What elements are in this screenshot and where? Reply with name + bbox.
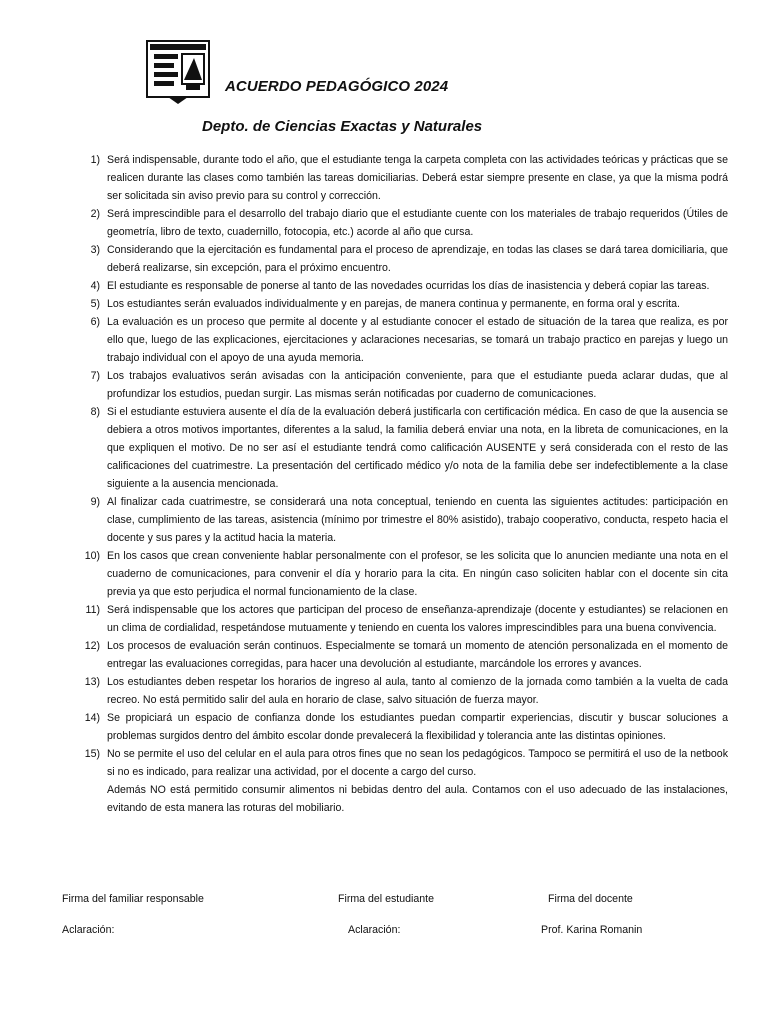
signature-teacher-label: Firma del docente	[548, 893, 633, 905]
item-number: 12)	[84, 640, 100, 652]
list-item	[80, 277, 728, 295]
school-crest-icon	[146, 40, 210, 106]
list-item	[80, 313, 728, 367]
item-number: 15)	[84, 748, 100, 760]
list-item	[80, 403, 728, 493]
item-text: Los estudiantes serán evaluados individualmente y en parejas, de manera continua y permanente, en forma oral y escrita.	[107, 298, 680, 310]
item-number: 5)	[90, 298, 100, 310]
item-text: Al finalizar cada cuatrimestre, se considerará una nota conceptual, teniendo en cuenta las siguientes actitudes: participación en clase, cumplimiento de las tareas, asistencia (mínimo por trimestre el 80% asistido), trabajo cooperativo, conducta, respeto hacia el docente y sus pares y la actitud hacia la materia.	[107, 496, 728, 544]
list-item	[80, 493, 728, 547]
teacher-name: Prof. Karina Romanin	[541, 924, 643, 936]
item-number: 14)	[84, 712, 100, 724]
list-item	[80, 673, 728, 709]
document-title: ACUERDO PEDAGÓGICO 2024	[225, 78, 449, 95]
agreement-list	[80, 151, 728, 817]
item-number: 1)	[90, 154, 100, 166]
item-extra-text: Además NO está permitido consumir alimentos ni bebidas dentro del aula. Contamos con el uso adecuado de las instalaciones, evitando de esta manera las roturas del mobiliario.	[107, 784, 728, 814]
item-text: Los procesos de evaluación serán continuos. Especialmente se tomará un momento de atención personalizada en el momento de entregar las evaluaciones corregidas, para hacer una devolución al estudiante, marcándole los errores y avances.	[107, 640, 728, 670]
item-text: Los estudiantes deben respetar los horarios de ingreso al aula, tanto al comienzo de la jornada como también a la vuelta de cada recreo. No está permitido salir del aula en horario de clase, salvo situación de fuerza mayor.	[107, 676, 728, 706]
list-item	[80, 151, 728, 205]
list-item	[80, 241, 728, 277]
signature-student-label: Firma del estudiante	[338, 893, 434, 905]
list-item	[80, 367, 728, 403]
list-item	[80, 601, 728, 637]
item-number: 4)	[90, 280, 100, 292]
list-item	[80, 547, 728, 601]
item-number: 10)	[84, 550, 100, 562]
item-number: 9)	[90, 496, 100, 508]
item-number: 7)	[90, 370, 100, 382]
clarification-student-label: Aclaración:	[348, 924, 401, 936]
list-item	[80, 745, 728, 817]
signature-family-label: Firma del familiar responsable	[62, 893, 204, 905]
clarification-family-label: Aclaración:	[62, 924, 115, 936]
item-text: Considerando que la ejercitación es fundamental para el proceso de aprendizaje, en todas las clases se dará tarea domiciliaria, que deberá realizarse, sin excepción, para el próximo encuentro.	[107, 244, 728, 274]
list-item	[80, 637, 728, 673]
item-text: No se permite el uso del celular en el aula para otros fines que no sean los pedagógicos. Tampoco se permitirá el uso de la netbook si no es indicado, para realizar una actividad, por el docente a cargo del curso.	[107, 748, 728, 778]
item-text: La evaluación es un proceso que permite al docente y al estudiante conocer el estado de situación de la tarea que realiza, es por ello que, luego de las explicaciones, ejercitaciones y aclaraciones necesarias, se tomará un trabajo practico en parejas y luego un trabajo individual con el apoyo de una ayuda memoria.	[107, 316, 728, 364]
item-number: 13)	[84, 676, 100, 688]
department-subtitle: Depto. de Ciencias Exactas y Naturales	[202, 118, 483, 135]
list-item	[80, 709, 728, 745]
list-item	[80, 205, 728, 241]
item-number: 2)	[90, 208, 100, 220]
item-text: Será indispensable que los actores que participan del proceso de enseñanza-aprendizaje (docente y estudiantes) se relacionen en un clima de cordialidad, respetándose mutuamente y teniendo en cuenta los valores imprescindibles para una buena convivencia.	[107, 604, 728, 634]
item-text: Será indispensable, durante todo el año, que el estudiante tenga la carpeta completa con las actividades teóricas y prácticas que se realicen durante las clases como también las tareas domiciliarias. Deberá estar siempre presente en clase, ya que la misma podrá ser solicitada sin aviso previo para su control y corrección.	[107, 154, 728, 202]
item-text: El estudiante es responsable de ponerse al tanto de las novedades ocurridas los días de inasistencia y deberá copiar las tareas.	[107, 280, 710, 292]
item-text: Será imprescindible para el desarrollo del trabajo diario que el estudiante cuente con los materiales de trabajo requeridos (Útiles de geometría, libro de texto, cuadernillo, fotocopia, etc.) acorde al año que cursa.	[107, 208, 728, 238]
item-text: En los casos que crean conveniente hablar personalmente con el profesor, se les solicita que lo anuncien mediante una nota en el cuaderno de comunicaciones, para convenir el día y horario para la cita. En ningún caso soliciten hablar con el docente sin cita previa ya que esto perjudica el normal funcionamiento de la clase.	[107, 550, 728, 598]
item-number: 8)	[90, 406, 100, 418]
item-text: Se propiciará un espacio de confianza donde los estudiantes puedan compartir experiencias, discutir y buscar soluciones a problemas surgidos dentro del ámbito escolar donde prevalecerá la flexibilidad y tolerancia ante las distintas opiniones.	[107, 712, 728, 742]
item-number: 11)	[85, 604, 100, 616]
item-number: 6)	[90, 316, 100, 328]
item-number: 3)	[90, 244, 100, 256]
item-text: Los trabajos evaluativos serán avisadas con la anticipación conveniente, para que el estudiante pueda aclarar dudas, que al profundizar los estudios, puedan surgir. Las mismas serán notificadas por cuaderno de comunicaciones.	[107, 370, 728, 400]
item-text: Si el estudiante estuviera ausente el día de la evaluación deberá justificarla con certificación médica. En caso de que la ausencia se debiera a otros motivos importantes, diferentes a la salud, la familia deberá enviar una nota, en la libreta de comunicaciones, en la que expliquen el motivo. De no ser así el estudiante tendrá como calificación AUSENTE y será considerada con el resto de las calificaciones del cuatrimestre. La presentación del certificado médico y/o nota de la familia debe ser indefectiblemente a la clase siguiente a la ausencia mencionada.	[107, 406, 728, 490]
list-item	[80, 295, 728, 313]
